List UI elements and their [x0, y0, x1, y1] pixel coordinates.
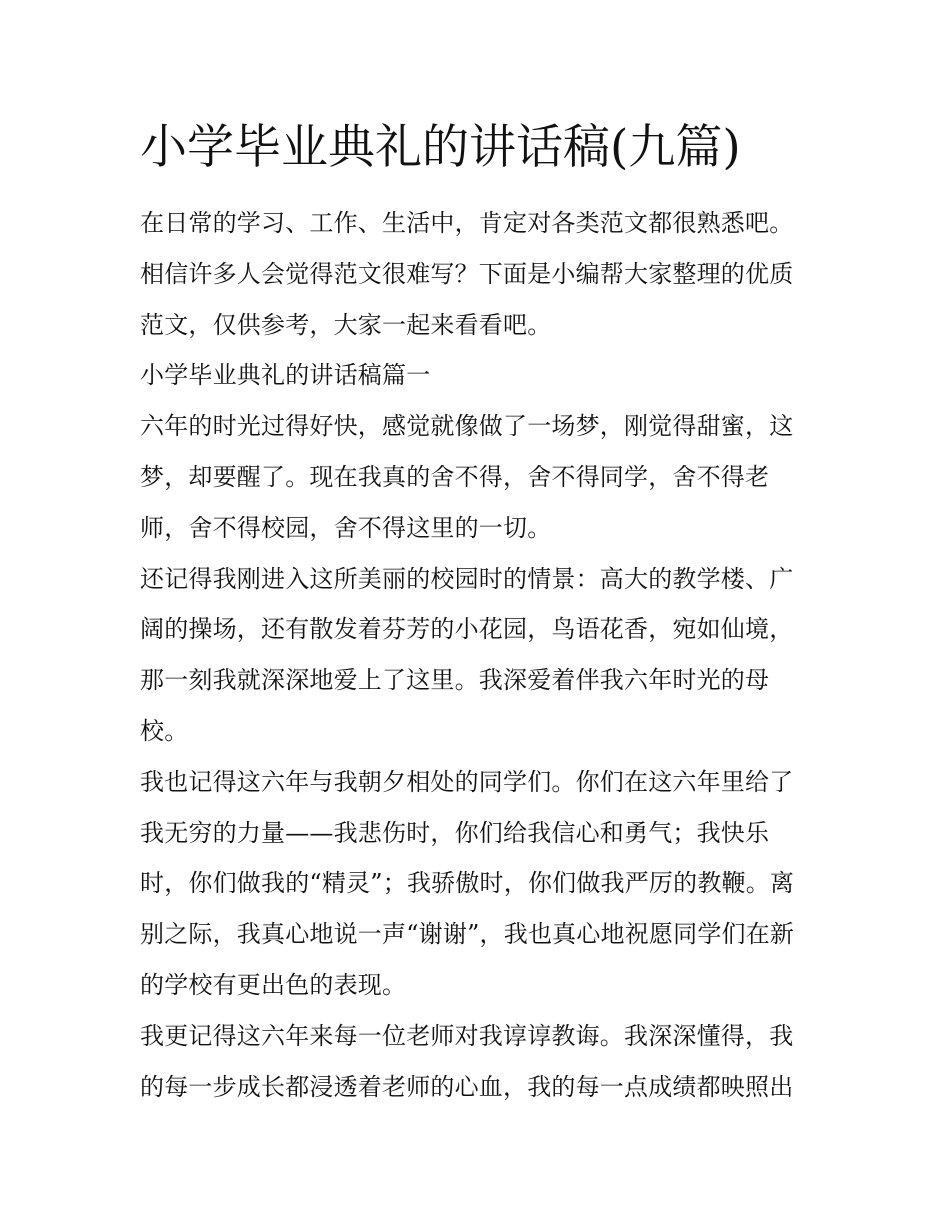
body-paragraph: 我也记得这六年与我朝夕相处的同学们。你们在这六年里给了我无穷的力量——我悲伤时，你们给我信心和勇气；我快乐时，你们做我的“精灵”；我骄傲时，你们做我严厉的教鞭。离别之际，我真心地说一声“谢谢”，我也真心地祝愿同学们在新的学校有更出色的表现。	[140, 767, 795, 999]
document-title: 小学毕业典礼的讲话稿(九篇)	[140, 120, 741, 175]
body-paragraph: 我更记得这六年来每一位老师对我谆谆教诲。我深深懂得，我的每一步成长都浸透着老师的心血，我的每一点成绩都映照出	[140, 1021, 794, 1101]
document-body	[140, 198, 812, 1112]
body-paragraph: 六年的时光过得好快，感觉就像做了一场梦，刚觉得甜蜜，这梦，却要醒了。现在我真的舍不得，舍不得同学，舍不得老师，舍不得校园，舍不得这里的一切。	[140, 412, 794, 542]
section-heading: 小学毕业典礼的讲话稿篇一	[140, 361, 431, 390]
body-paragraph: 还记得我刚进入这所美丽的校园时的情景：高大的教学楼、广阔的操场，还有散发着芬芳的小花园，鸟语花香，宛如仙境，那一刻我就深深地爱上了这里。我深爱着伴我六年时光的母校。	[140, 564, 794, 745]
intro-paragraph: 在日常的学习、工作、生活中，肯定对各类范文都很熟悉吧。相信许多人会觉得范文很难写？下面是小编帮大家整理的优质范文，仅供参考，大家一起来看看吧。	[140, 209, 794, 339]
